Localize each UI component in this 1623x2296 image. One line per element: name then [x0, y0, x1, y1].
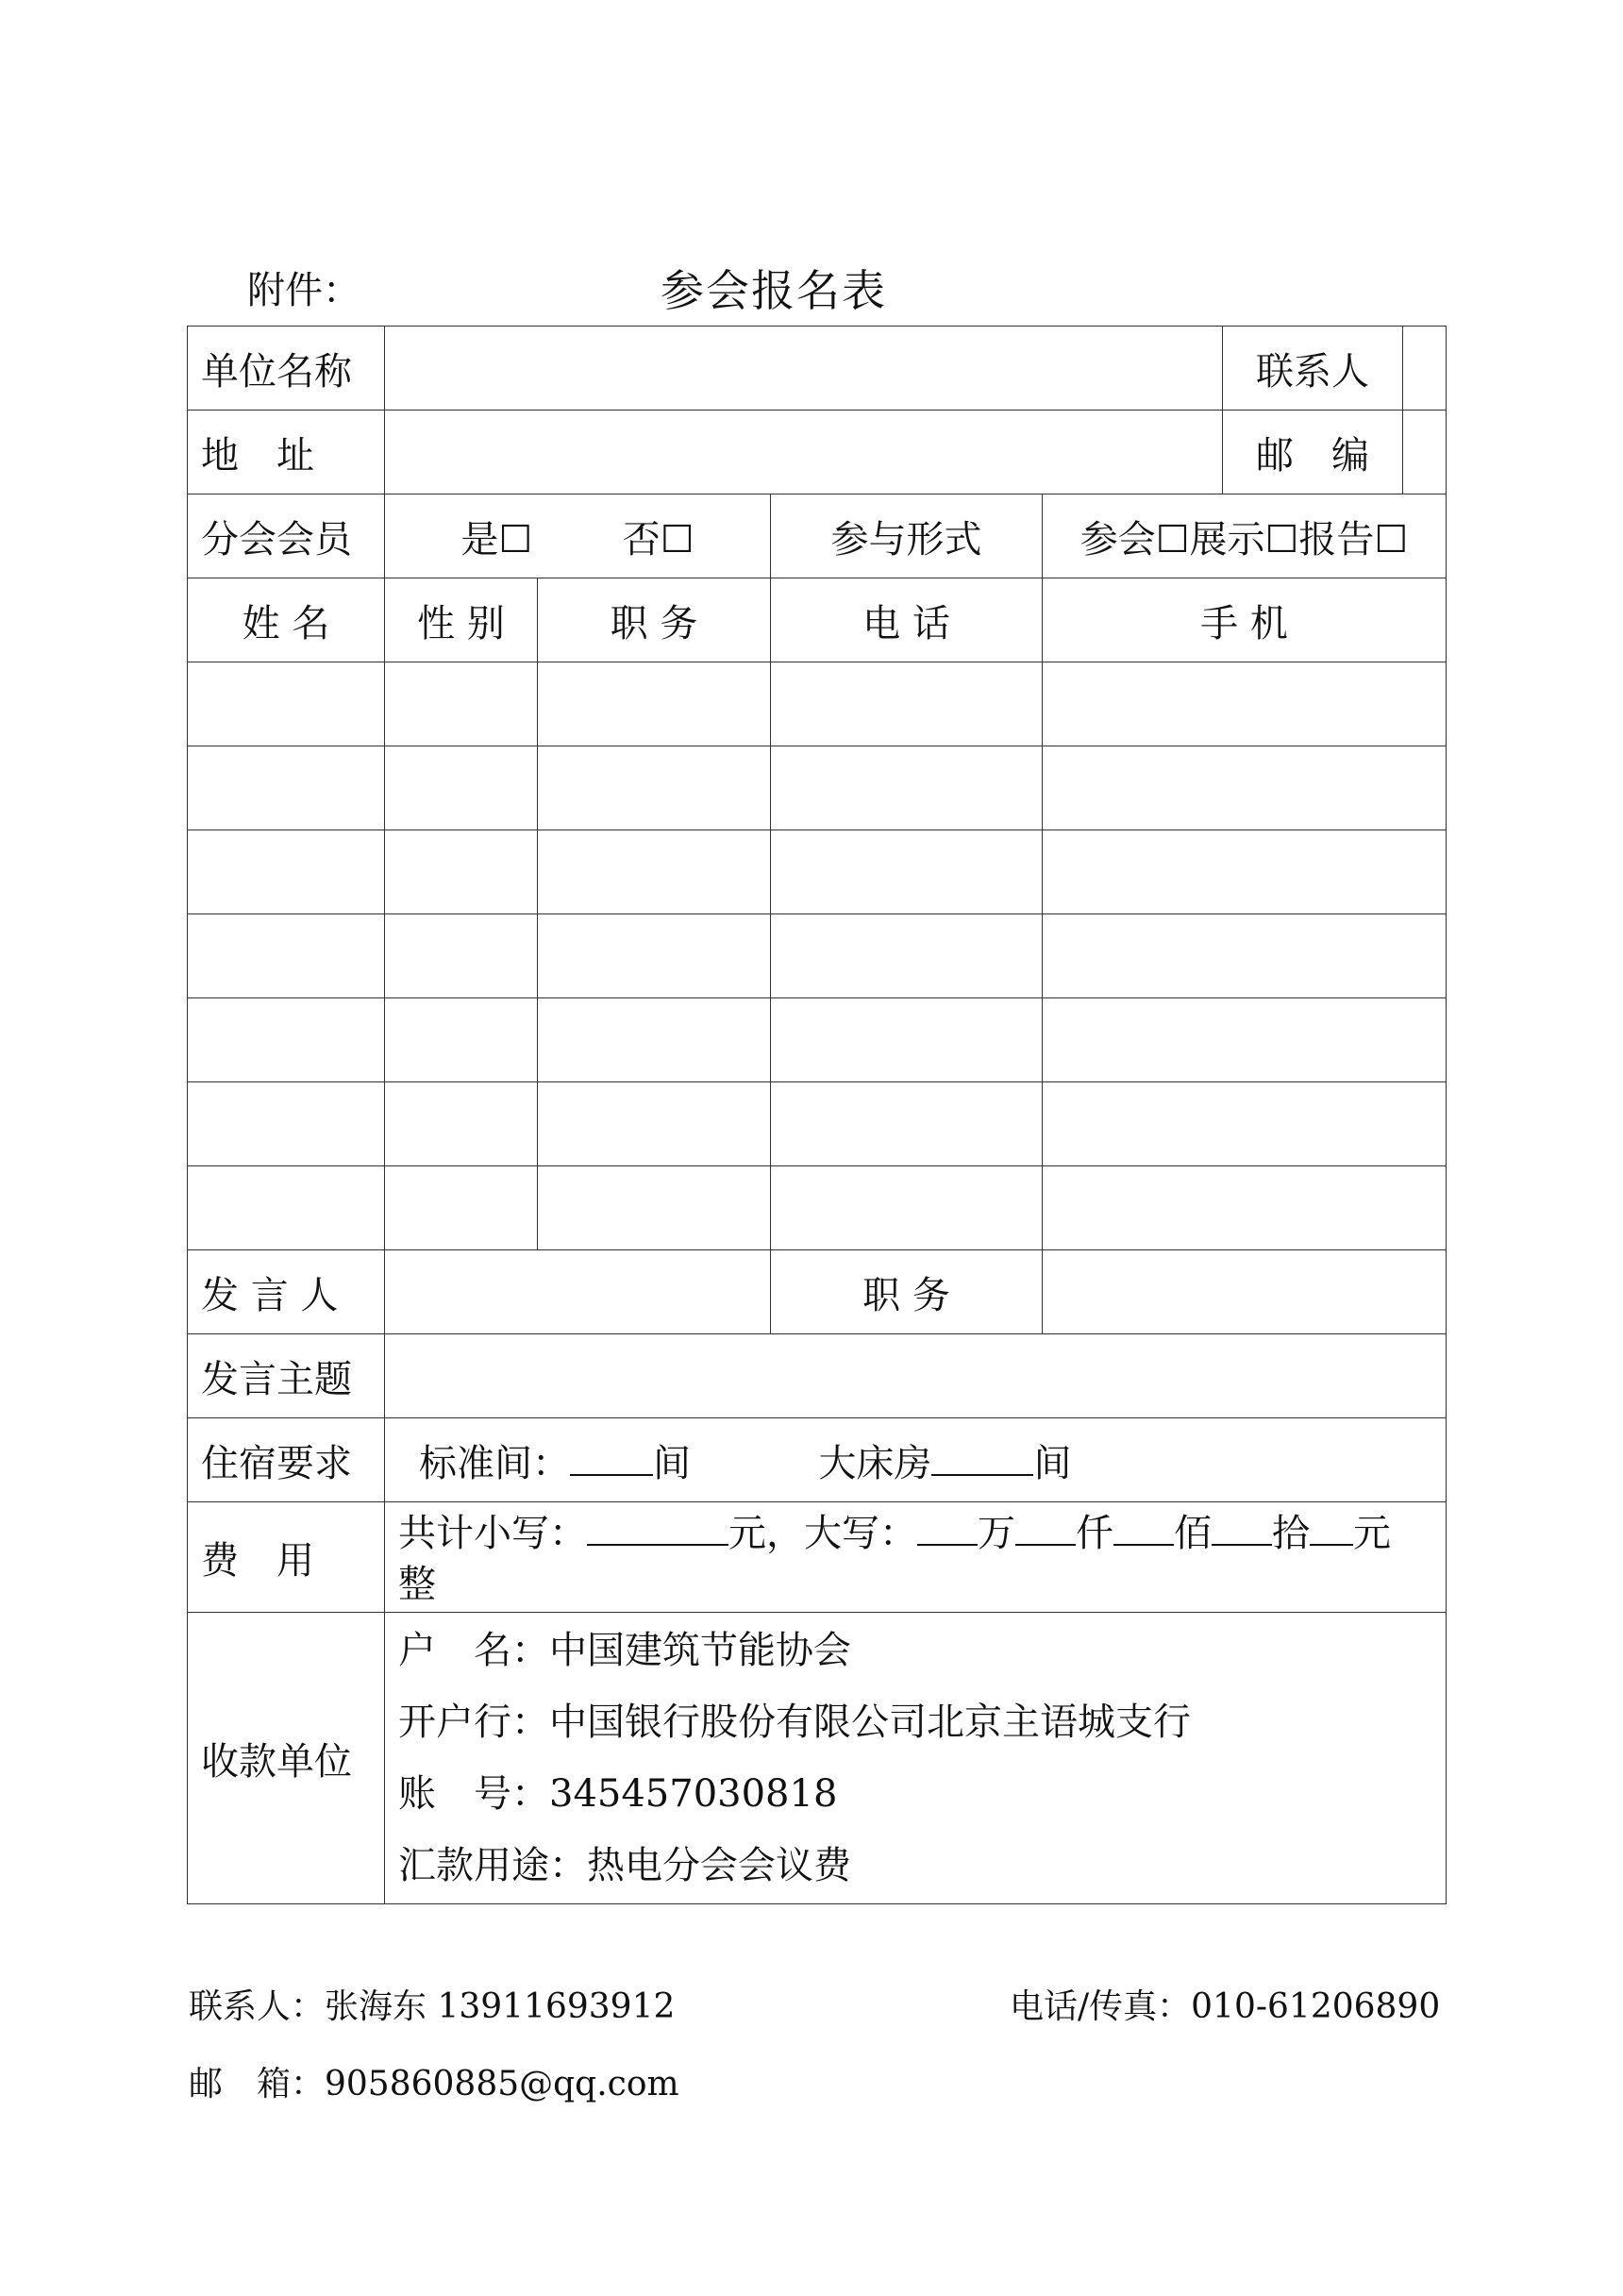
fee-zheng-unit: 整	[398, 1563, 436, 1606]
attendee-gender-field[interactable]	[385, 830, 538, 914]
lodging-standard-blank[interactable]	[570, 1440, 653, 1476]
lodging-king-unit: 间	[1033, 1441, 1072, 1485]
attendee-phone-field[interactable]	[771, 1082, 1043, 1166]
member-label: 分会会员	[188, 494, 385, 578]
attendee-name-field[interactable]	[188, 1166, 385, 1250]
speaker-position-field[interactable]	[1043, 1250, 1447, 1334]
col-header-gender: 性 别	[385, 578, 538, 662]
lodging-label: 住宿要求	[188, 1418, 385, 1502]
attendee-name-field[interactable]	[188, 1082, 385, 1166]
attendee-name-field[interactable]	[188, 662, 385, 746]
payee-bank: 开户行：中国银行股份有限公司北京主语城支行	[398, 1701, 1191, 1744]
fee-cell	[385, 1502, 1447, 1613]
fee-total-blank[interactable]	[587, 1510, 728, 1546]
fee-label: 费 用	[188, 1502, 385, 1613]
fee-wan-blank[interactable]	[917, 1510, 978, 1546]
unit-name-field[interactable]	[385, 327, 1223, 411]
row-column-headers	[188, 578, 1447, 662]
attendee-row	[188, 746, 1447, 830]
attendee-mobile-field[interactable]	[1043, 746, 1447, 830]
attachment-label: 附件：	[247, 269, 360, 312]
address-label: 地 址	[188, 411, 385, 494]
row-member	[188, 494, 1447, 578]
row-topic	[188, 1334, 1447, 1418]
col-header-name: 姓 名	[188, 578, 385, 662]
postcode-label: 邮 编	[1223, 411, 1403, 494]
attendee-position-field[interactable]	[538, 830, 771, 914]
attendee-gender-field[interactable]	[385, 662, 538, 746]
footer-contact: 联系人：张海东 13911693912	[189, 1987, 676, 2026]
member-no-checkbox[interactable]: 否☐	[622, 517, 694, 561]
attendee-position-field[interactable]	[538, 746, 771, 830]
contact-field[interactable]	[1403, 327, 1446, 410]
attendee-position-field[interactable]	[538, 1082, 771, 1166]
fee-yuan-unit: 元	[1353, 1512, 1391, 1555]
contact-cell	[1223, 327, 1447, 411]
registration-form	[187, 326, 1447, 1904]
speaker-label: 发 言 人	[188, 1250, 385, 1334]
footer-phone-fax: 电话/传真：010-61206890	[1010, 1987, 1441, 2026]
attendee-position-field[interactable]	[538, 914, 771, 998]
fee-wan-unit: 万	[978, 1512, 1015, 1555]
lodging-king-label: 大床房	[818, 1441, 932, 1485]
attendee-phone-field[interactable]	[771, 998, 1043, 1082]
fee-total-label: 共计小写：	[398, 1512, 587, 1555]
attendee-gender-field[interactable]	[385, 1166, 538, 1250]
attendee-phone-field[interactable]	[771, 746, 1043, 830]
postcode-cell	[1223, 411, 1447, 494]
participation-options[interactable]: 参会☐展示☐报告☐	[1043, 494, 1447, 578]
row-fee	[188, 1502, 1447, 1613]
fee-yuan-blank[interactable]	[1310, 1510, 1353, 1546]
fee-qian-blank[interactable]	[1015, 1510, 1076, 1546]
lodging-standard-label: 标准间：	[419, 1441, 570, 1485]
attendee-position-field[interactable]	[538, 998, 771, 1082]
speaker-position-label: 职 务	[771, 1250, 1043, 1334]
attendee-mobile-field[interactable]	[1043, 1082, 1447, 1166]
row-speaker	[188, 1250, 1447, 1334]
row-lodging	[188, 1418, 1447, 1502]
postcode-field[interactable]	[1403, 411, 1446, 494]
attendee-name-field[interactable]	[188, 830, 385, 914]
attendee-row	[188, 914, 1447, 998]
attendee-mobile-field[interactable]	[1043, 998, 1447, 1082]
payee-label: 收款单位	[188, 1613, 385, 1904]
attendee-row	[188, 830, 1447, 914]
payee-account-number: 账 号：345457030818	[398, 1772, 838, 1816]
member-yes-checkbox[interactable]: 是☐	[460, 517, 533, 561]
fee-bai-unit: 佰	[1174, 1512, 1212, 1555]
form-title: 参会报名表	[661, 265, 887, 316]
attendee-phone-field[interactable]	[771, 830, 1043, 914]
row-address	[188, 411, 1447, 494]
payee-details	[385, 1613, 1447, 1904]
row-unit-name	[188, 327, 1447, 411]
footer-email[interactable]: 邮 箱：905860885@qq.com	[189, 2065, 679, 2103]
attendee-mobile-field[interactable]	[1043, 662, 1447, 746]
col-header-position: 职 务	[538, 578, 771, 662]
attendee-gender-field[interactable]	[385, 746, 538, 830]
attendee-row	[188, 1082, 1447, 1166]
attendee-name-field[interactable]	[188, 746, 385, 830]
attendee-gender-field[interactable]	[385, 914, 538, 998]
attendee-row	[188, 998, 1447, 1082]
member-options	[385, 494, 771, 578]
lodging-standard-unit: 间	[653, 1441, 691, 1485]
attendee-position-field[interactable]	[538, 662, 771, 746]
attendee-position-field[interactable]	[538, 1166, 771, 1250]
payee-purpose: 汇款用途：热电分会会议费	[398, 1844, 851, 1887]
speaker-field[interactable]	[385, 1250, 771, 1334]
lodging-king-blank[interactable]	[931, 1440, 1033, 1476]
unit-name-label: 单位名称	[188, 327, 385, 411]
attendee-name-field[interactable]	[188, 914, 385, 998]
attendee-gender-field[interactable]	[385, 998, 538, 1082]
lodging-cell	[385, 1418, 1447, 1502]
col-header-mobile: 手 机	[1043, 578, 1447, 662]
contact-label: 联系人	[1223, 327, 1403, 410]
attendee-gender-field[interactable]	[385, 1082, 538, 1166]
attendee-phone-field[interactable]	[771, 1166, 1043, 1250]
attendee-mobile-field[interactable]	[1043, 1166, 1447, 1250]
attendee-row	[188, 1166, 1447, 1250]
attendee-mobile-field[interactable]	[1043, 830, 1447, 914]
fee-qian-unit: 仟	[1076, 1512, 1113, 1555]
attendee-phone-field[interactable]	[771, 914, 1043, 998]
attendee-row	[188, 662, 1447, 746]
participation-label: 参与形式	[771, 494, 1043, 578]
attendee-name-field[interactable]	[188, 998, 385, 1082]
topic-label: 发言主题	[188, 1334, 385, 1418]
address-field[interactable]	[385, 411, 1223, 494]
col-header-phone: 电 话	[771, 578, 1043, 662]
row-payee	[188, 1613, 1447, 1904]
fee-shi-unit: 拾	[1272, 1512, 1310, 1555]
attendee-mobile-field[interactable]	[1043, 914, 1447, 998]
fee-upper-label: 元，大写：	[728, 1512, 917, 1555]
attendee-phone-field[interactable]	[771, 662, 1043, 746]
topic-field[interactable]	[385, 1334, 1447, 1418]
fee-shi-blank[interactable]	[1212, 1510, 1272, 1546]
fee-bai-blank[interactable]	[1113, 1510, 1174, 1546]
payee-account-name: 户 名：中国建筑节能协会	[398, 1629, 851, 1672]
